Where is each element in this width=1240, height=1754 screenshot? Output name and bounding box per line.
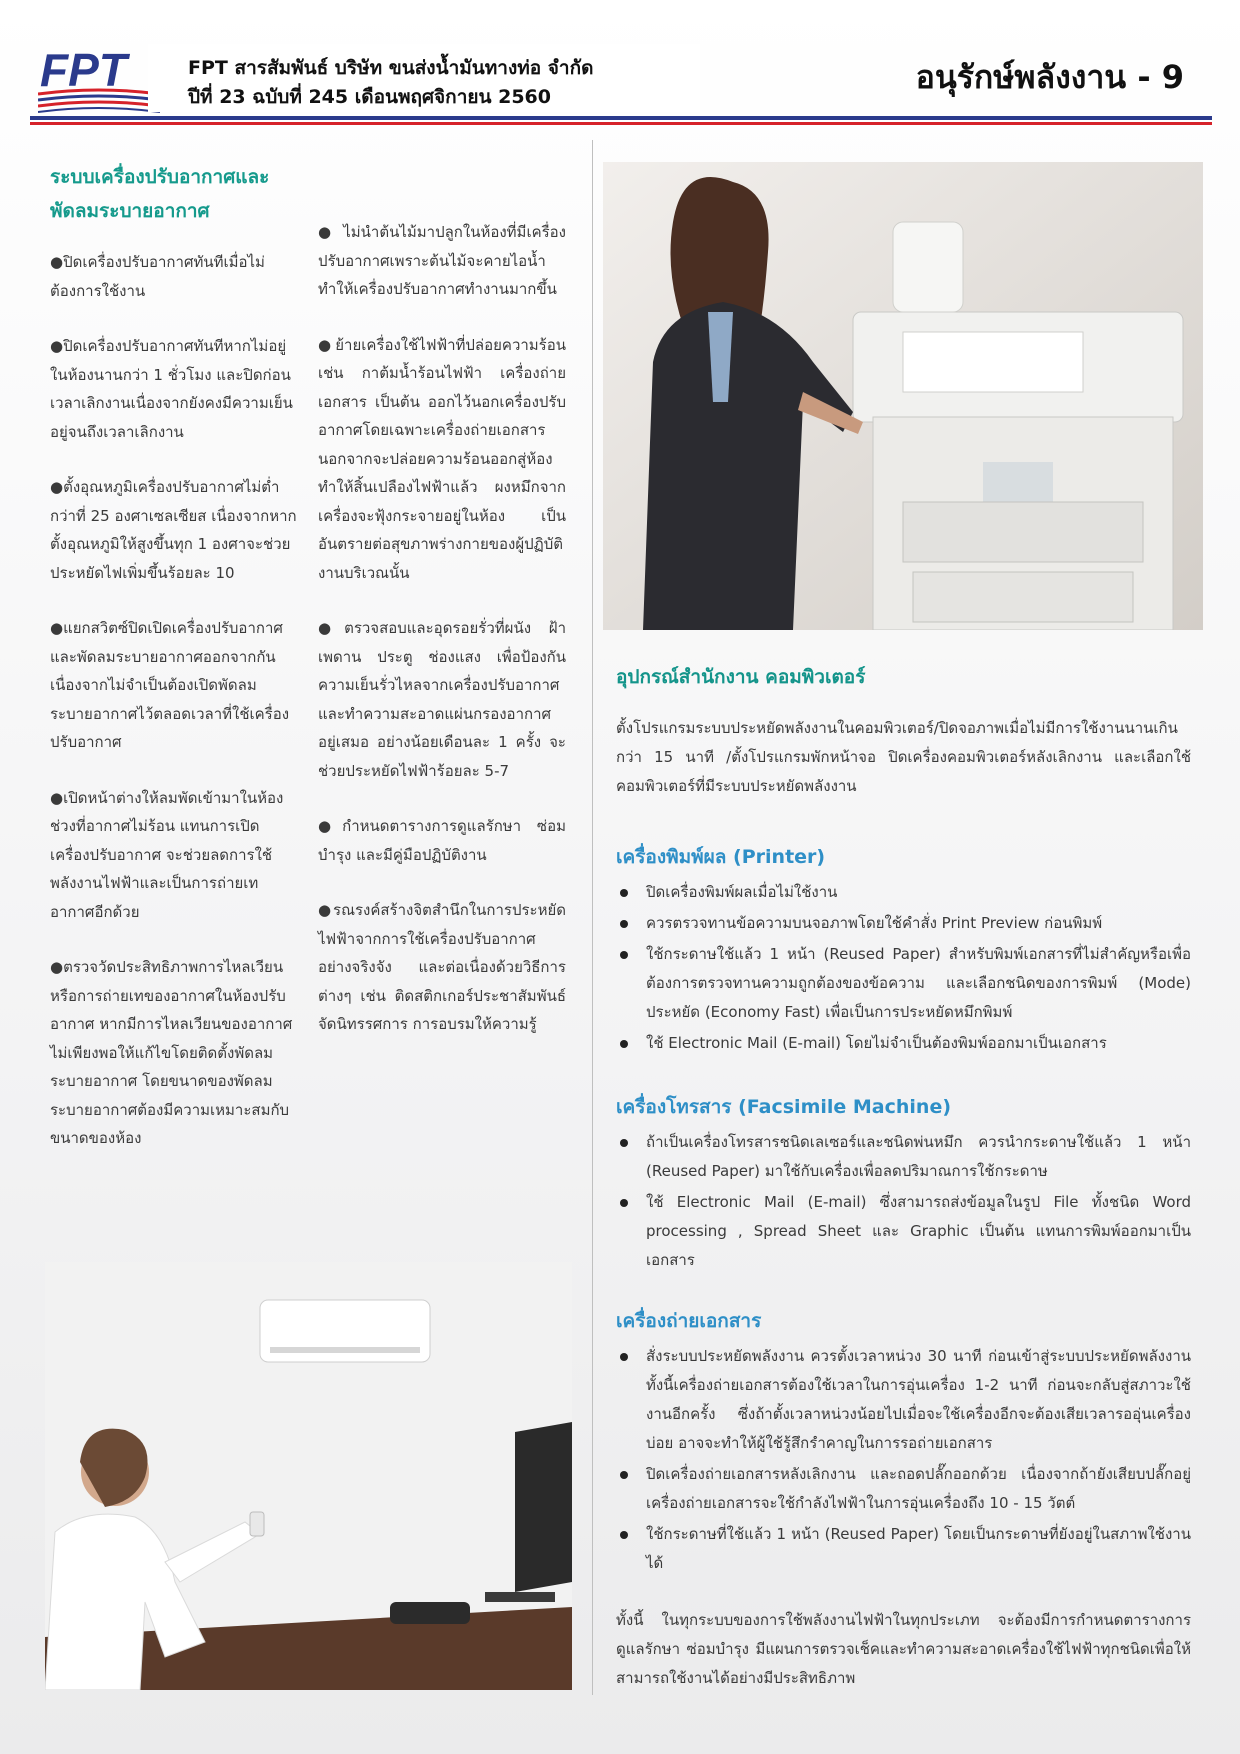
office-section	[616, 662, 1191, 801]
section-title: อนุรักษ์พลังงาน - 9	[915, 58, 1184, 96]
aircon-tip: ●แยกสวิตซ์ปิดเปิดเครื่องปรับอากาศและพัดลมระบายอากาศออกจากกัน เนื่องจากไม่จำเป็นต้องเปิดพัดลมระบายอากาศไว้ตลอดเวลาที่ใช้เครื่องปรับอากาศ	[50, 619, 290, 751]
aircon-tip: ●ตรวจสอบและอุดรอยรั่วที่ผนัง ฝ้าเพดาน ประตู ช่องแสง เพื่อป้องกันความเย็นรั่วไหลจากเครื่องปรับอากาศ และทำความสะอาดแผ่นกรองอากาศอยู่เสมอ อย่างน้อยเดือนละ 1 ครั้ง จะช่วยประหยัดไฟฟ้าร้อยละ 5-7	[318, 619, 566, 780]
aircon-tip: ●ตั้งอุณหภูมิเครื่องปรับอากาศไม่ต่ำกว่าที่ 25 องศาเซลเซียส เนื่องจากหากตั้งอุณหภูมิให้สูงขึ้นทุก 1 องศาจะช่วยประหยัดไฟเพิ่มขึ้นร้อยละ 10	[50, 478, 297, 582]
aircon-tip: ●ปิดเครื่องปรับอากาศทันทีหากไม่อยู่ในห้องนานกว่า 1 ชั่วโมง และปิดก่อนเวลาเลิกงานเนื่องจากยังคงมีความเย็นอยู่จนถึงเวลาเลิกงาน	[50, 337, 293, 441]
aircon-tip: ●เปิดหน้าต่างให้ลมพัดเข้ามาในห้องช่วงที่อากาศไม่ร้อน แทนการเปิดเครื่องปรับอากาศ จะช่วยลดการใช้พลังงานไฟฟ้าและเป็นการถ่ายเทอากาศอีกด้วย	[50, 788, 284, 921]
list-item: สั่งระบบประหยัดพลังงาน ควรตั้งเวลาหน่วง 30 นาที ก่อนเข้าสู่ระบบประหยัดพลังงานทั้งนี้เครื่องถ่ายเอกสารต้องใช้เวลาในการอุ่นเครื่อง 1-2 นาที ก่อนจะกลับสู่สภาวะใช้งานอีกครั้ง ซึ่งถ้าตั้งเวลาหน่วงน้อยไปเมื่อจะใช้เครื่องอีกจะต้องเสียเวลารออุ่นเครื่องบ่อย อาจจะทำให้ผู้ใช้รู้สึกรำคาญในการรอถ่ายเอกสาร	[616, 1342, 1191, 1458]
aircon-tip: ●รณรงค์สร้างจิตสำนึกในการประหยัดไฟฟ้าจากการใช้เครื่องปรับอากาศอย่างจริงจัง และต่อเนื่องด้วยวิธีการต่างๆ เช่น ติดสติกเกอร์ประชาสัมพันธ์ จัดนิทรรศการ การอบรมให้ความรู้	[318, 901, 566, 1033]
fax-heading: เครื่องโทรสาร (Facsimile Machine)	[616, 1096, 952, 1118]
fax-list	[616, 1128, 1191, 1275]
aircon-photo	[45, 1262, 572, 1690]
office-heading: อุปกรณ์สำนักงาน คอมพิวเตอร์	[616, 666, 866, 688]
masthead-textbox	[148, 44, 700, 112]
masthead	[30, 40, 1212, 130]
closing-section	[616, 1606, 1191, 1693]
list-item: ใช้ Electronic Mail (E-mail) โดยไม่จำเป็นต้องพิมพ์ออกมาเป็นเอกสาร	[616, 1029, 1191, 1058]
fpt-logo	[38, 44, 160, 114]
list-item: ใช้กระดาษใช้แล้ว 1 หน้า (Reused Paper) สำหรับพิมพ์เอกสารที่ไม่สำคัญหรือเพื่อต้องการตรวจทานความถูกต้องของข้อความ และเลือกชนิดของการพิมพ์ (Mode) ประหยัด (Economy Fast) เพื่อเป็นการประหยัดหมึกพิมพ์	[616, 940, 1191, 1027]
aircon-tip: ●ปิดเครื่องปรับอากาศทันทีเมื่อไม่ต้องการใช้งาน	[50, 253, 265, 300]
aircon-tip: ●ตรวจวัดประสิทธิภาพการไหลเวียนหรือการถ่ายเทของอากาศในห้องปรับอากาศ หากมีการไหลเวียนของอากาศไม่เพียงพอให้แก้ไขโดยติดตั้งพัดลมระบายอากาศ โดยขนาดของพัดลมระบายอากาศต้องมีความเหมาะสมกับขนาดของห้อง	[50, 958, 293, 1147]
logo-text: FPT	[40, 44, 127, 96]
office-paragraph: ตั้งโปรแกรมระบบประหยัดพลังงานในคอมพิวเตอร์/ปิดจอภาพเมื่อไม่มีการใช้งานนานเกินกว่า 15 นาที /ตั้งโปรแกรมพักหน้าจอ ปิดเครื่องคอมพิวเตอร์หลังเลิกงาน และเลือกใช้คอมพิวเตอร์ที่มีระบบประหยัดพลังงาน	[616, 719, 1191, 795]
aircon-tip: ●ย้ายเครื่องใช้ไฟฟ้าที่ปล่อยความร้อน เช่น กาต้มน้ำร้อนไฟฟ้า เครื่องถ่ายเอกสาร เป็นต้น ออกไว้นอกเครื่องปรับอากาศโดยเฉพาะเครื่องถ่ายเอกสารนอกจากจะปล่อยความร้อนออกสู่ห้องทำให้สิ้นเปลืองไฟฟ้าแล้ว ผงหมึกจากเครื่องจะฟุ้งกระจายอยู่ในห้อง เป็นอันตรายต่อสุขภาพร่างกายของผู้ปฏิบัติงานบริเวณนั้น	[318, 335, 566, 582]
bullet-icon	[620, 1531, 628, 1539]
printer-list	[616, 878, 1191, 1058]
copier-photo	[603, 162, 1203, 630]
printer-section	[616, 842, 1191, 1060]
left-column-2	[318, 218, 566, 1066]
bullet-icon	[620, 1139, 628, 1147]
copier-list	[616, 1342, 1191, 1578]
bullet-icon	[620, 951, 628, 959]
printer-heading: เครื่องพิมพ์ผล (Printer)	[616, 846, 826, 868]
bullet-icon	[620, 889, 628, 897]
column-divider	[592, 140, 593, 1695]
left-column-1	[50, 160, 298, 1180]
bullet-icon	[620, 1040, 628, 1048]
list-item: ใช้กระดาษที่ใช้แล้ว 1 หน้า (Reused Paper) โดยเป็นกระดาษที่ยังอยู่ในสภาพใช้งานได้	[616, 1520, 1191, 1578]
list-item: ถ้าเป็นเครื่องโทรสารชนิดเลเซอร์และชนิดพ่นหมึก ควรนำกระดาษใช้แล้ว 1 หน้า (Reused Paper) มาใช้กับเครื่องเพื่อลดปริมาณการใช้กระดาษ	[616, 1128, 1191, 1186]
fax-section	[616, 1092, 1191, 1277]
copier-section	[616, 1306, 1191, 1580]
issue-info: ปีที่ 23 ฉบับที่ 245 เดือนพฤศจิกายน 2560	[188, 86, 551, 108]
copier-heading: เครื่องถ่ายเอกสาร	[616, 1310, 762, 1332]
header-rule-red	[30, 122, 1212, 125]
header-rule-blue	[30, 116, 1212, 120]
publication-title: FPT สารสัมพันธ์ บริษัท ขนส่งน้ำมันทางท่อ จำกัด	[188, 57, 594, 79]
bullet-icon	[620, 1199, 628, 1207]
list-item: ควรตรวจทานข้อความบนจอภาพโดยใช้คำสั่ง Print Preview ก่อนพิมพ์	[616, 909, 1191, 938]
bullet-icon	[620, 1353, 628, 1361]
aircon-heading: ระบบเครื่องปรับอากาศและพัดลมระบายอากาศ	[50, 166, 270, 222]
list-item: ปิดเครื่องถ่ายเอกสารหลังเลิกงาน และถอดปลั๊กออกด้วย เนื่องจากถ้ายังเสียบปลั๊กอยู่เครื่องถ่ายเอกสารจะใช้กำลังไฟฟ้าในการอุ่นเครื่องถึง 10 - 15 วัตต์	[616, 1460, 1191, 1518]
list-item: ปิดเครื่องพิมพ์ผลเมื่อไม่ใช้งาน	[616, 878, 1191, 907]
bullet-icon	[620, 920, 628, 928]
aircon-tip: ●กำหนดตารางการดูแลรักษา ซ่อมบำรุง และมีคู่มือปฏิบัติงาน	[318, 817, 566, 864]
aircon-tip: ●ไม่นำต้นไม้มาปลูกในห้องที่มีเครื่องปรับอากาศเพราะต้นไม้จะคายไอน้ำทำให้เครื่องปรับอากาศทำงานมากขึ้น	[318, 223, 566, 298]
bullet-icon	[620, 1471, 628, 1479]
closing-paragraph: ทั้งนี้ ในทุกระบบของการใช้พลังงานไฟฟ้าในทุกประเภท จะต้องมีการกำหนดตารางการดูแลรักษา ซ่อมบำรุง มีแผนการตรวจเช็คและทำความสะอาดเครื่องใช้ไฟฟ้าทุกชนิดเพื่อให้สามารถใช้งานได้อย่างมีประสิทธิภาพ	[616, 1611, 1191, 1687]
list-item: ใช้ Electronic Mail (E-mail) ซึ่งสามารถส่งข้อมูลในรูป File ทั้งชนิด Word processing , Spread Sheet และ Graphic เป็นต้น แทนการพิมพ์ออกมาเป็นเอกสาร	[616, 1188, 1191, 1275]
